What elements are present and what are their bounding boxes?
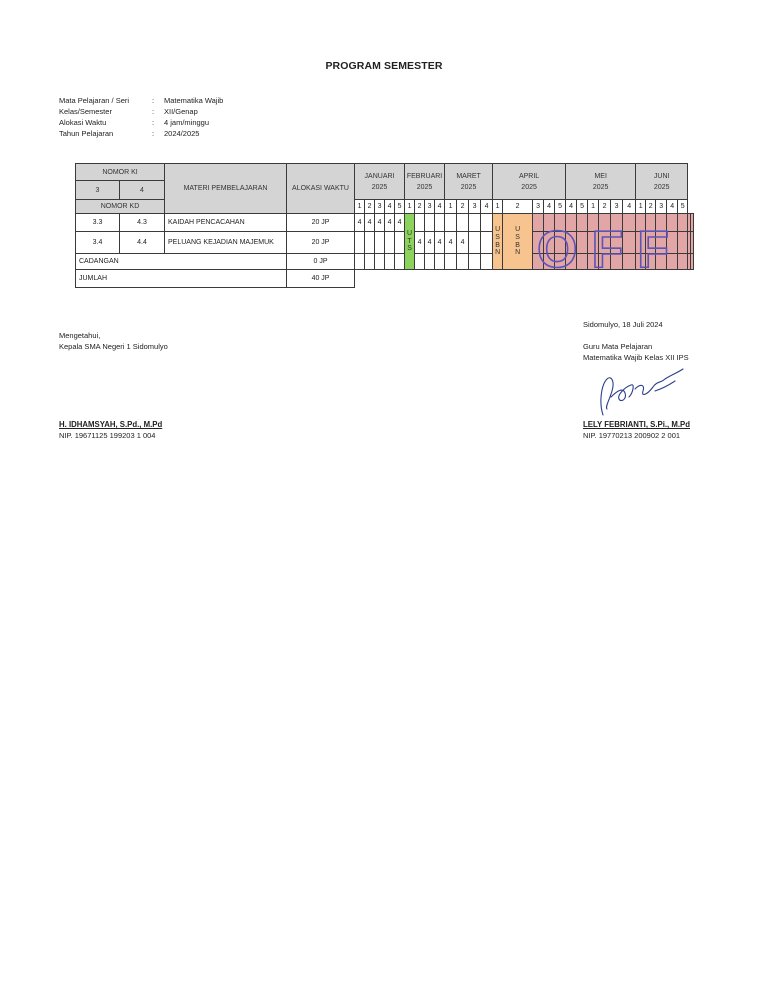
info-label: Kelas/Semester [59, 107, 112, 116]
week-number: 3 [375, 200, 385, 214]
month-name: MEI [594, 172, 607, 180]
week-number: 5 [395, 200, 405, 214]
ki-3: 3 [76, 181, 120, 200]
week-number: 3 [656, 200, 667, 214]
guru-nip: NIP. 19770213 200902 2 001 [583, 431, 681, 440]
month-name: JANUARI [364, 172, 395, 180]
usbn-text: USBN [495, 226, 501, 257]
mengetahui-text: Mengetahui, [59, 331, 101, 340]
info-row [59, 128, 223, 139]
info-separator: : [152, 118, 155, 127]
week-number: 2 [646, 200, 656, 214]
info-row [59, 95, 223, 106]
month-name: FEBRUARI [406, 172, 443, 180]
week-number: 5 [577, 200, 588, 214]
handwritten-signature [595, 365, 690, 420]
jp-cell: 4 [355, 214, 365, 232]
week-number: 4 [544, 200, 555, 214]
week-number: 1 [405, 200, 415, 214]
week-number: 1 [588, 200, 599, 214]
jumlah-value: 40 JP [287, 270, 355, 288]
week-number: 1 [445, 200, 457, 214]
alokasi-cell: 20 JP [287, 214, 355, 232]
table-row [76, 214, 694, 232]
jumlah-label: JUMLAH [76, 270, 287, 288]
jp-cell: 4 [415, 232, 425, 254]
kd3-cell: 3.4 [76, 232, 120, 254]
kepala-name: H. IDHAMSYAH, S.Pd., M.Pd [59, 420, 163, 429]
month-year: 2025 [653, 183, 670, 191]
info-separator: : [152, 129, 155, 138]
month-header [445, 164, 493, 200]
materi-cell: KAIDAH PENCACAHAN [165, 214, 287, 232]
month-year: 2025 [521, 183, 537, 191]
signature-left-name [59, 419, 162, 441]
month-year: 2025 [460, 183, 477, 191]
info-separator: : [152, 96, 155, 105]
week-number: 3 [469, 200, 481, 214]
jp-cell: 4 [395, 214, 405, 232]
uts-cell [405, 214, 415, 270]
week-number: 1 [636, 200, 646, 214]
week-number: 2 [415, 200, 425, 214]
week-number: 5 [555, 200, 566, 214]
ki-4: 4 [120, 181, 165, 200]
cadangan-label: CADANGAN [76, 254, 287, 270]
week-number: 3 [533, 200, 544, 214]
table-row [76, 270, 694, 288]
guru-name: LELY FEBRIANTI, S.Pi., M.Pd [583, 420, 691, 429]
info-row [59, 117, 223, 128]
jp-cell: 4 [445, 232, 457, 254]
week-number: 4 [667, 200, 678, 214]
materi-header: MATERI PEMBELAJARAN [165, 164, 287, 214]
info-label: Tahun Pelajaran [59, 129, 114, 138]
table-row [76, 232, 694, 254]
guru-subject: Matematika Wajib Kelas XII IPS [583, 353, 689, 362]
jp-cell: 4 [435, 232, 445, 254]
alokasi-cell: 20 JP [287, 232, 355, 254]
nomor-ki-header: NOMOR KI [76, 164, 165, 181]
materi-cell: PELUANG KEJADIAN MAJEMUK [165, 232, 287, 254]
week-number: 3 [425, 200, 435, 214]
alokasi-header: ALOKASI WAKTU [287, 164, 355, 214]
kepala-sekolah-title: Kepala SMA Negeri 1 Sidomulyo [59, 342, 168, 351]
usbn-cell [503, 214, 533, 270]
jp-cell: 4 [385, 214, 395, 232]
month-header [493, 164, 566, 200]
month-year: 2025 [416, 183, 433, 191]
guru-title: Guru Mata Pelajaran [583, 342, 653, 351]
week-number: 4 [566, 200, 577, 214]
info-value: XII/Genap [164, 107, 198, 116]
kd4-cell: 4.4 [120, 232, 165, 254]
info-block [59, 95, 223, 139]
usbn-text: USBN [515, 226, 521, 257]
week-number: 1 [355, 200, 365, 214]
info-value: Matematika Wajib [164, 96, 224, 105]
week-number: 2 [457, 200, 469, 214]
month-year: 2025 [371, 183, 388, 191]
week-number: 3 [611, 200, 623, 214]
nomor-kd-header: NOMOR KD [76, 200, 165, 214]
info-label: Mata Pelajaran / Seri [59, 96, 130, 105]
jp-cell: 4 [365, 214, 375, 232]
month-name: APRIL [518, 172, 540, 180]
week-number: 4 [623, 200, 636, 214]
month-name: JUNI [653, 172, 670, 180]
week-number: 2 [503, 200, 533, 214]
week-number: 2 [365, 200, 375, 214]
week-number: 2 [599, 200, 611, 214]
info-row [59, 106, 223, 117]
table-row [76, 254, 694, 270]
month-year: 2025 [592, 183, 609, 191]
signature-left [59, 330, 168, 352]
kd4-cell: 4.3 [120, 214, 165, 232]
kepala-nip: NIP. 19671125 199203 1 004 [59, 431, 156, 440]
usbn-cell [493, 214, 503, 270]
week-number: 4 [481, 200, 493, 214]
uts-text: UTS [407, 230, 413, 253]
page-title: PROGRAM SEMESTER [325, 60, 443, 72]
kd3-cell: 3.3 [76, 214, 120, 232]
program-semester-table [75, 163, 694, 288]
place-date: Sidomulyo, 18 Juli 2024 [583, 320, 663, 329]
info-separator: : [152, 107, 155, 116]
month-header [355, 164, 405, 200]
signature-right [583, 319, 689, 363]
month-header [566, 164, 636, 200]
jp-cell: 4 [425, 232, 435, 254]
info-value: 4 jam/minggu [164, 118, 210, 127]
off-text: OFF [537, 225, 683, 273]
week-number: 5 [678, 200, 688, 214]
week-number: 4 [385, 200, 395, 214]
week-number: 4 [435, 200, 445, 214]
info-label: Alokasi Waktu [59, 118, 107, 127]
month-header [405, 164, 445, 200]
week-number: 1 [493, 200, 503, 214]
signature-right-name [583, 419, 690, 441]
cadangan-value: 0 JP [287, 254, 355, 270]
jp-cell: 4 [375, 214, 385, 232]
jp-cell: 4 [457, 232, 469, 254]
info-value: 2024/2025 [164, 129, 200, 138]
month-header [636, 164, 688, 200]
month-name: MARET [456, 172, 481, 180]
